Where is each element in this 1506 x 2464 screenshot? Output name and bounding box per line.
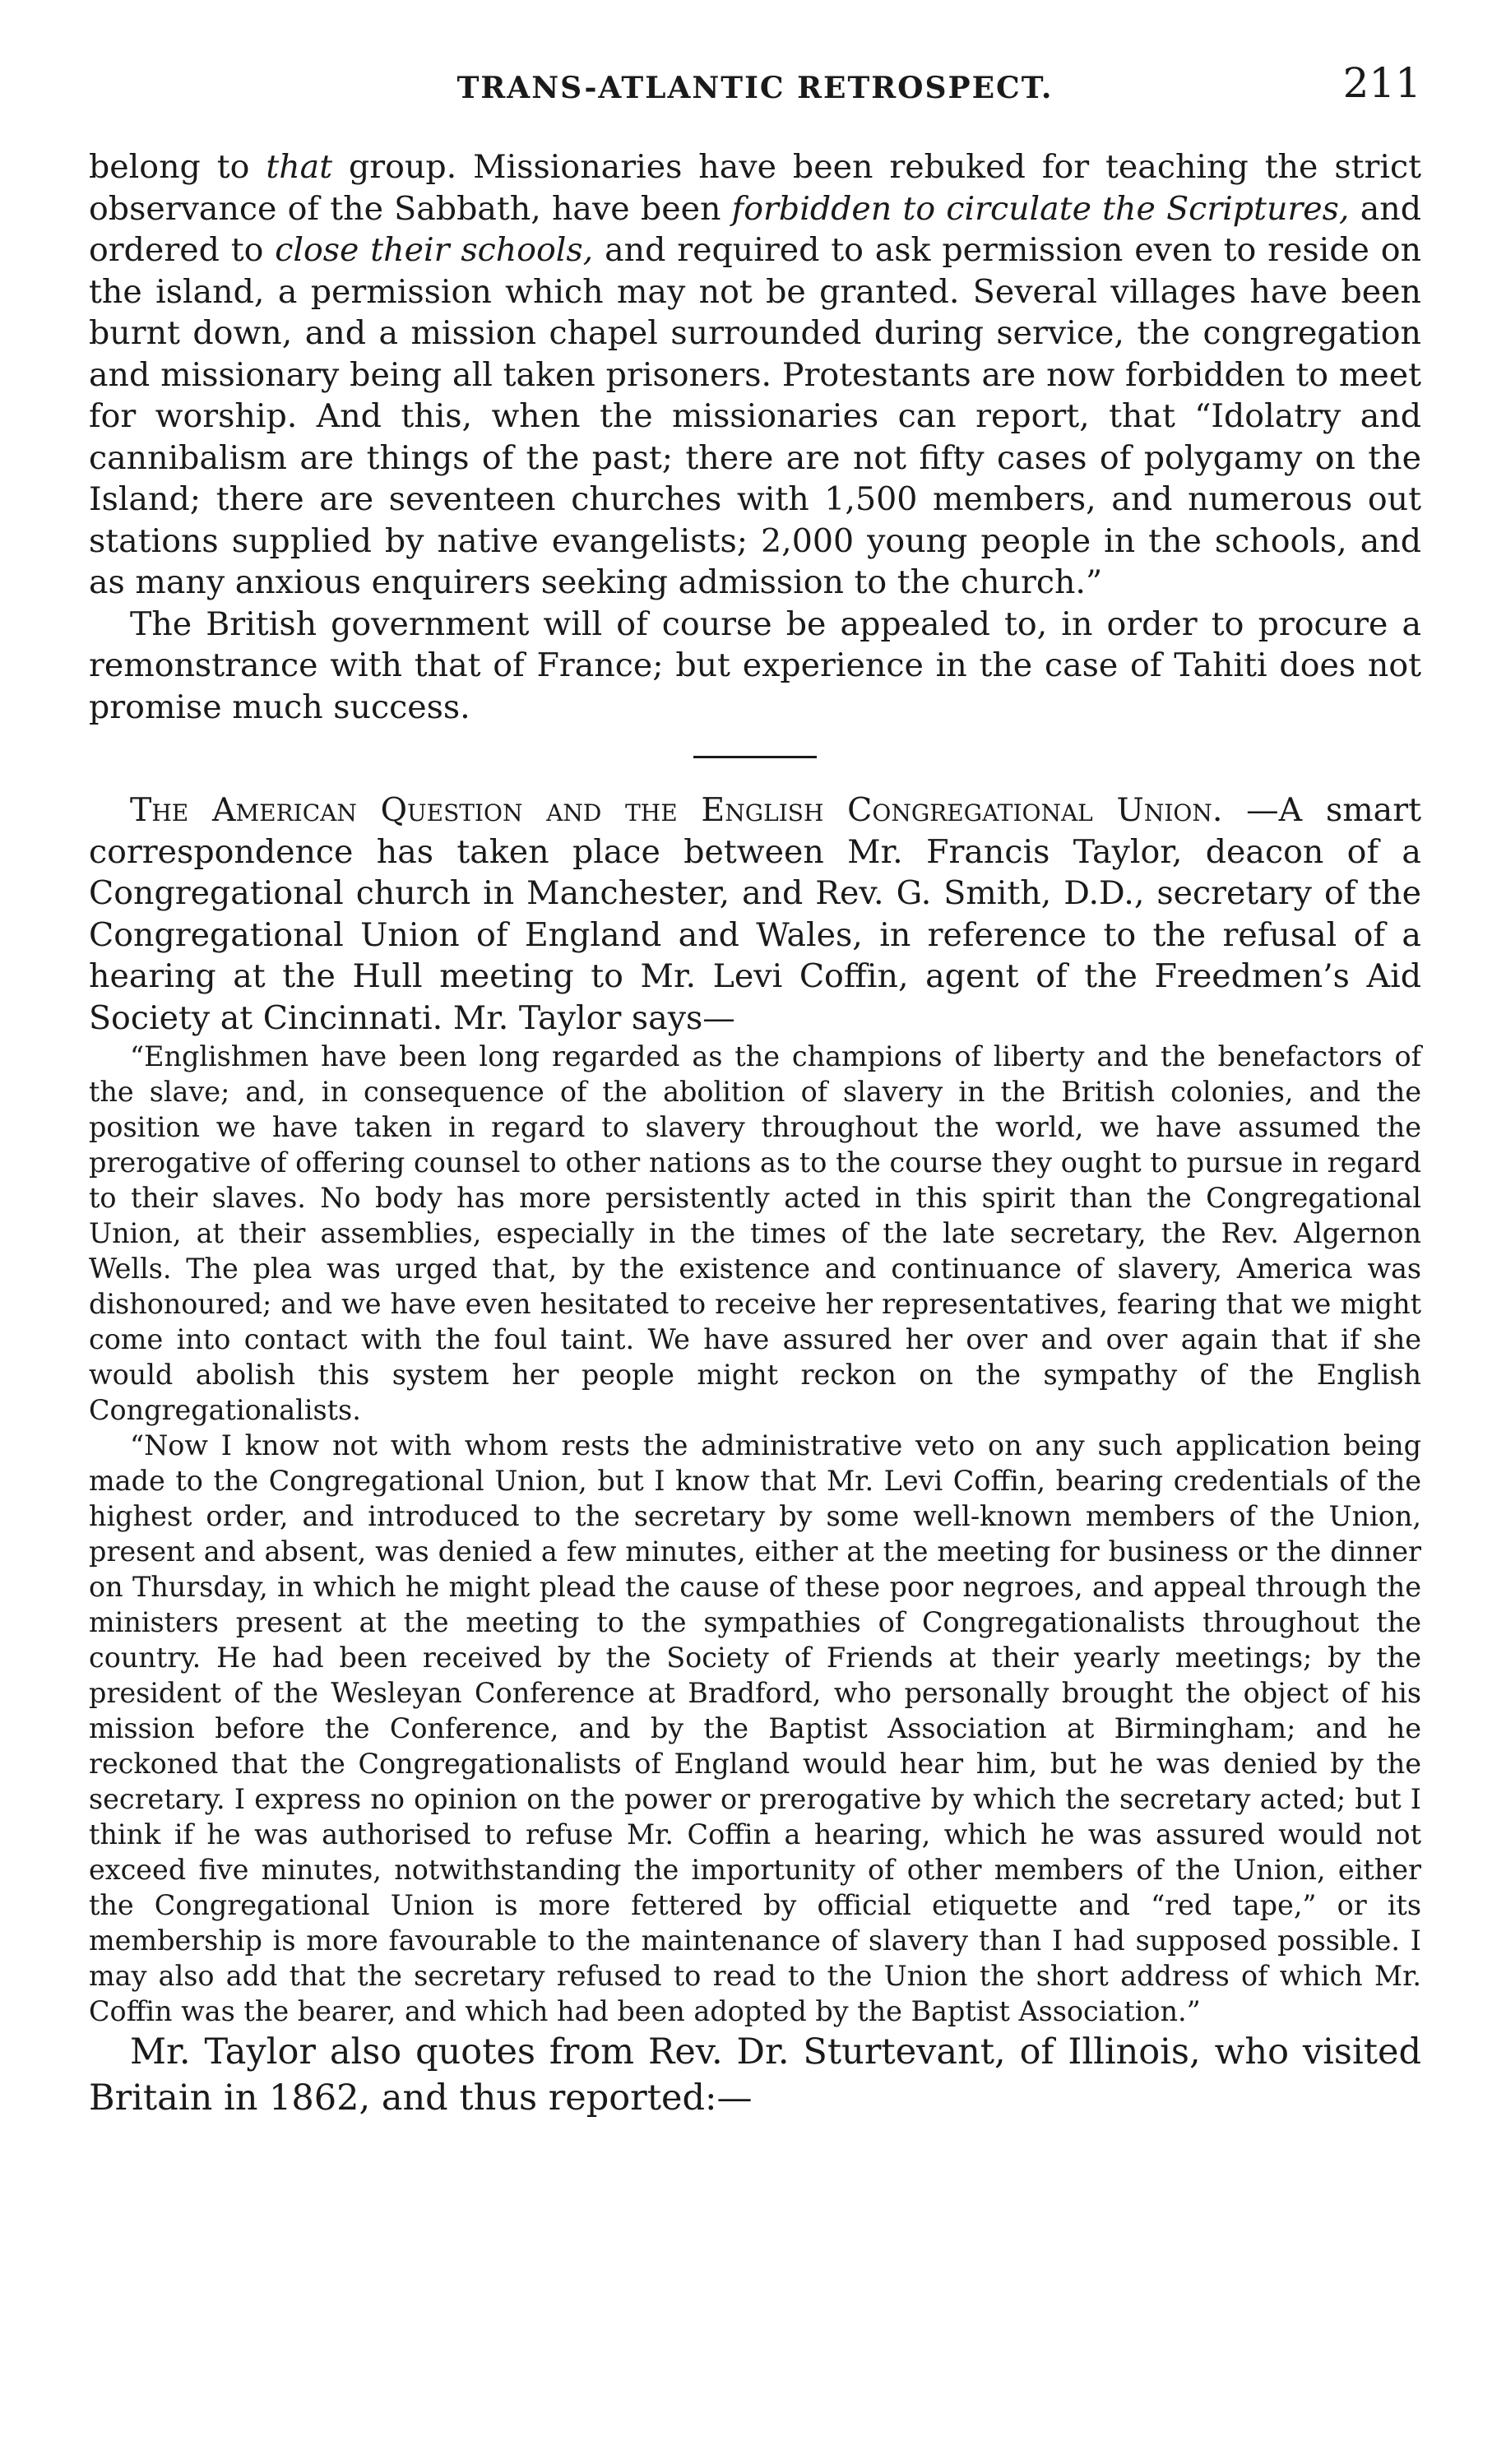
italic-run: forbidden to circulate the Scriptures,: [731, 189, 1350, 228]
text-run: and required to ask permission even to reside on the island, a permission which may not be granted. Several villages have been burnt down, and a mission chapel surrounded during service, the congregation and missionary being all taken prisoners. Protestants are now forbidden to meet for worship. And this, when the missionaries can report, that “Idolatry and cannibalism are things of the past; there are not fifty cases of polygamy on the Island; there are seventeen churches with 1,500 members, and numerous out stations supplied by native evangelists; 2,000 young people in the schools, and as many anxious enquirers seeking admission to the church.”: [89, 231, 1422, 601]
body-text: [89, 146, 1421, 2121]
paragraph-closing: Mr. Taylor also quotes from Rev. Dr. Sturtevant, of Illinois, who visited Britain in 1862, and thus reported:—: [89, 2031, 1421, 2119]
italic-run: that: [266, 148, 333, 186]
page-header: [89, 56, 1421, 122]
paragraph-british-government: The British government will of course be appealed to, in order to procure a remonstrance with that of France; but experience in the case of Tahiti does not promise much success.: [89, 604, 1421, 726]
text-run: group. Missionaries have been rebuked for teaching the strict observance of the Sabbath, have been: [89, 148, 1421, 228]
paragraph-american-question: [89, 790, 1421, 1039]
quote-now-i-know: “Now I know not with whom rests the administrative veto on any such application being made to the Congregational Union, but I know that Mr. Levi Coffin, bearing credentials of the highest order, and introduced to the secretary by some well-known members of the Union, present and absent, was denied a few minutes, either at the meeting for business or the dinner on Thursday, in which he might plead the cause of these poor negroes, and appeal through the ministers present at the meeting to the sympathies of Congregationalists throughout the country. He had been received by the Society of Friends at their yearly meetings; by the president of the Wesleyan Conference at Bradford, who personally brought the object of his mission before the Conference, and by the Baptist Association at Birmingham; and he reckoned that the Congregationalists of England would hear him, but he was denied by the secretary. I express no opinion on the power or prerogative by which the secretary acted; but I think if he was authorised to refuse Mr. Coffin a hearing, which he was assured would not exceed five minutes, notwithstanding the importunity of other members of the Union, either the Congregational Union is more fettered by official etiquette and “red tape,” or its membership is more favourable to the maintenance of slavery than I had supposed possible. I may also add that the secretary refused to read to the Union the short address of which Mr. Coffin was the bearer, and which had been adopted by the Baptist Association.”: [89, 1429, 1421, 2027]
text-run: and ordered to: [89, 189, 1421, 269]
quote-englishmen: “Englishmen have been long regarded as the champions of liberty and the benefactors of the slave; and, in consequence of the abolition of slavery in the British colonies, and the position we have taken in regard to slavery throughout the world, we have assumed the prerogative of offering counsel to other nations as to the course they ought to pursue in regard to their slaves. No body has more persistently acted in this spirit than the Congregational Union, at their assemblies, especially in the times of the late secretary, the Rev. Algernon Wells. The plea was urged that, by the existence and continuance of slavery, America was dishonoured; and we have even hesitated to receive her representatives, fearing that we might come into contact with the foul taint. We have assured her over and over again that if she would abolish this system her people might reckon on the sympathy of the English Congregationalists.: [89, 1040, 1421, 1426]
section-heading: The American Question and the English Congregational Union.: [130, 791, 1223, 829]
text-run: belong to: [89, 148, 266, 186]
italic-run: close their schools,: [275, 231, 594, 269]
section-divider: [693, 756, 817, 758]
text-run: —A smart correspondence has taken place between Mr. Francis Taylor, deacon of a Congregational church in Manchester, and Rev. G. Smith, D.D., secretary of the Congregational Union of England and Wales, in reference to the refusal of a hearing at the Hull meeting to Mr. Levi Coffin, agent of the Freedmen’s Aid Society at Cincinnati. Mr. Taylor says—: [89, 791, 1421, 1037]
running-head: TRANS-ATLANTIC RETROSPECT.: [456, 71, 1054, 105]
paragraph-missionaries: [89, 146, 1421, 604]
page-number: 211: [1342, 59, 1421, 107]
